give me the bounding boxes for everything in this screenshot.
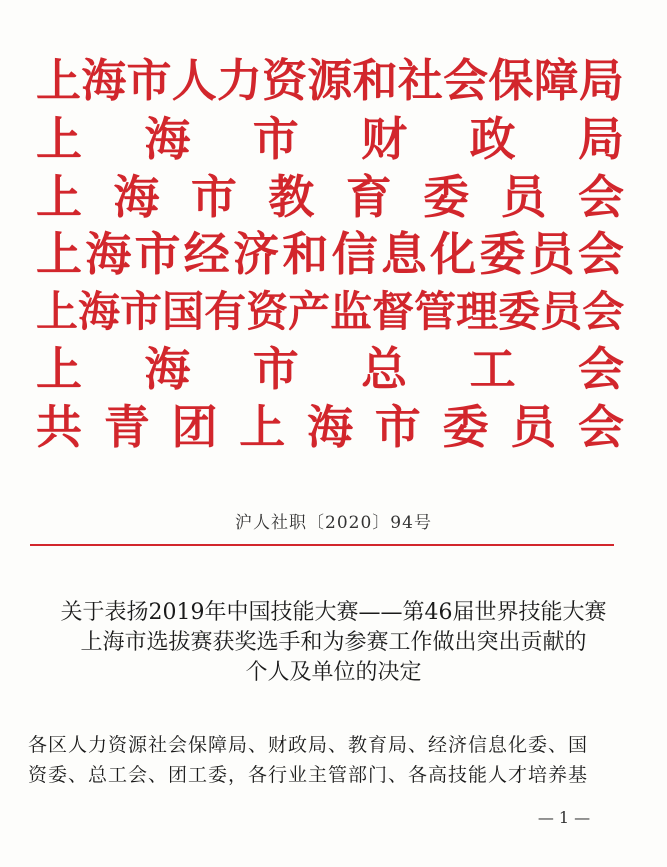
title-line-3: 个人及单位的决定 bbox=[245, 660, 422, 685]
issuer-line: 上 海 市 总 工 会 bbox=[36, 342, 624, 396]
title-line-1: 关于表扬2019年中国技能大赛——第46届世界技能大赛 bbox=[60, 600, 607, 625]
red-separator-line bbox=[30, 544, 614, 546]
issuer-line: 上 海 市 经 济 和 信 息 化 委 员 会 bbox=[36, 227, 624, 281]
title-line-2: 上海市选拔赛获奖选手和为参赛工作做出突出贡献的 bbox=[80, 630, 587, 655]
page-number: — 1 — bbox=[537, 808, 591, 827]
body-line-1: 各区人力资源社会保障局、财政局、教育局、经济信息化委、国 bbox=[28, 734, 589, 756]
issuer-line: 上 海 市 人 力 资 源 和 社 会 保 障 局 bbox=[36, 54, 624, 107]
issuer-line: 上 海 市 教 育 委 员 会 bbox=[36, 170, 624, 224]
issuer-line: 上 海 市 财 政 局 bbox=[36, 112, 624, 166]
document-number: 沪人社职〔2020〕94号 bbox=[235, 513, 432, 533]
issuer-line: 共 青 团 上 海 市 委 员 会 bbox=[36, 400, 624, 454]
issuer-line: 上 海 市 国 有 资 产 监 督 管 理 委 员 会 bbox=[36, 287, 625, 336]
body-line-2: 资委、总工会、团工委，各行业主管部门、各高技能人才培养基 bbox=[28, 764, 589, 786]
